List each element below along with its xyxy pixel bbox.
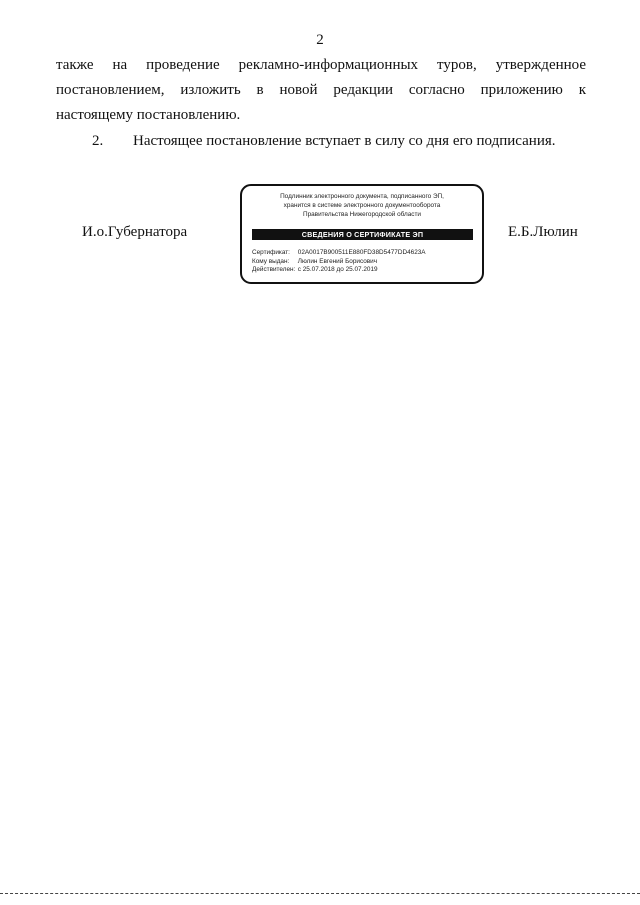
issued-to-value: Люлин Евгений Борисович: [297, 257, 378, 265]
issued-to-row: [252, 258, 426, 267]
scan-edge-divider: [0, 893, 640, 894]
stamp-header-line: Подлинник электронного документа, подписанного ЭП,: [280, 193, 444, 200]
stamp-header-line: хранится в системе электронного документооборота: [283, 202, 441, 209]
certificate-value: 02A0017B900511E880FD38D5477DD4623A: [297, 249, 426, 256]
paragraph-line: настоящему постановлению.: [56, 107, 241, 123]
paragraph-text: Настоящее постановление вступает в силу со дня его подписания.: [133, 133, 556, 149]
issued-to-label: Кому выдан:: [252, 257, 290, 265]
paragraph-line: постановлением, изложить в новой редакции согласно приложению к: [56, 82, 586, 98]
stamp-header: [242, 192, 482, 219]
page-number: 2: [316, 32, 324, 48]
stamp-banner: СВЕДЕНИЯ О СЕРТИФИКАТЕ ЭП: [252, 229, 473, 240]
stamp-details: [252, 249, 426, 275]
certificate-label: Сертификат:: [252, 249, 290, 256]
certificate-row: [252, 249, 426, 258]
e-signature-stamp: [240, 184, 484, 284]
validity-value: с 25.07.2018 до 25.07.2019: [297, 266, 378, 273]
paragraph-line: также на проведение рекламно-информационных туров, утвержденное: [56, 57, 586, 73]
validity-label: Действителен:: [252, 266, 296, 273]
stamp-header-line: Правительства Нижегородской области: [302, 211, 422, 218]
signer-title: И.о.Губернатора: [82, 224, 188, 240]
validity-row: [252, 266, 426, 275]
paragraph-number: 2.: [92, 133, 104, 149]
signer-name: Е.Б.Люлин: [508, 224, 578, 240]
